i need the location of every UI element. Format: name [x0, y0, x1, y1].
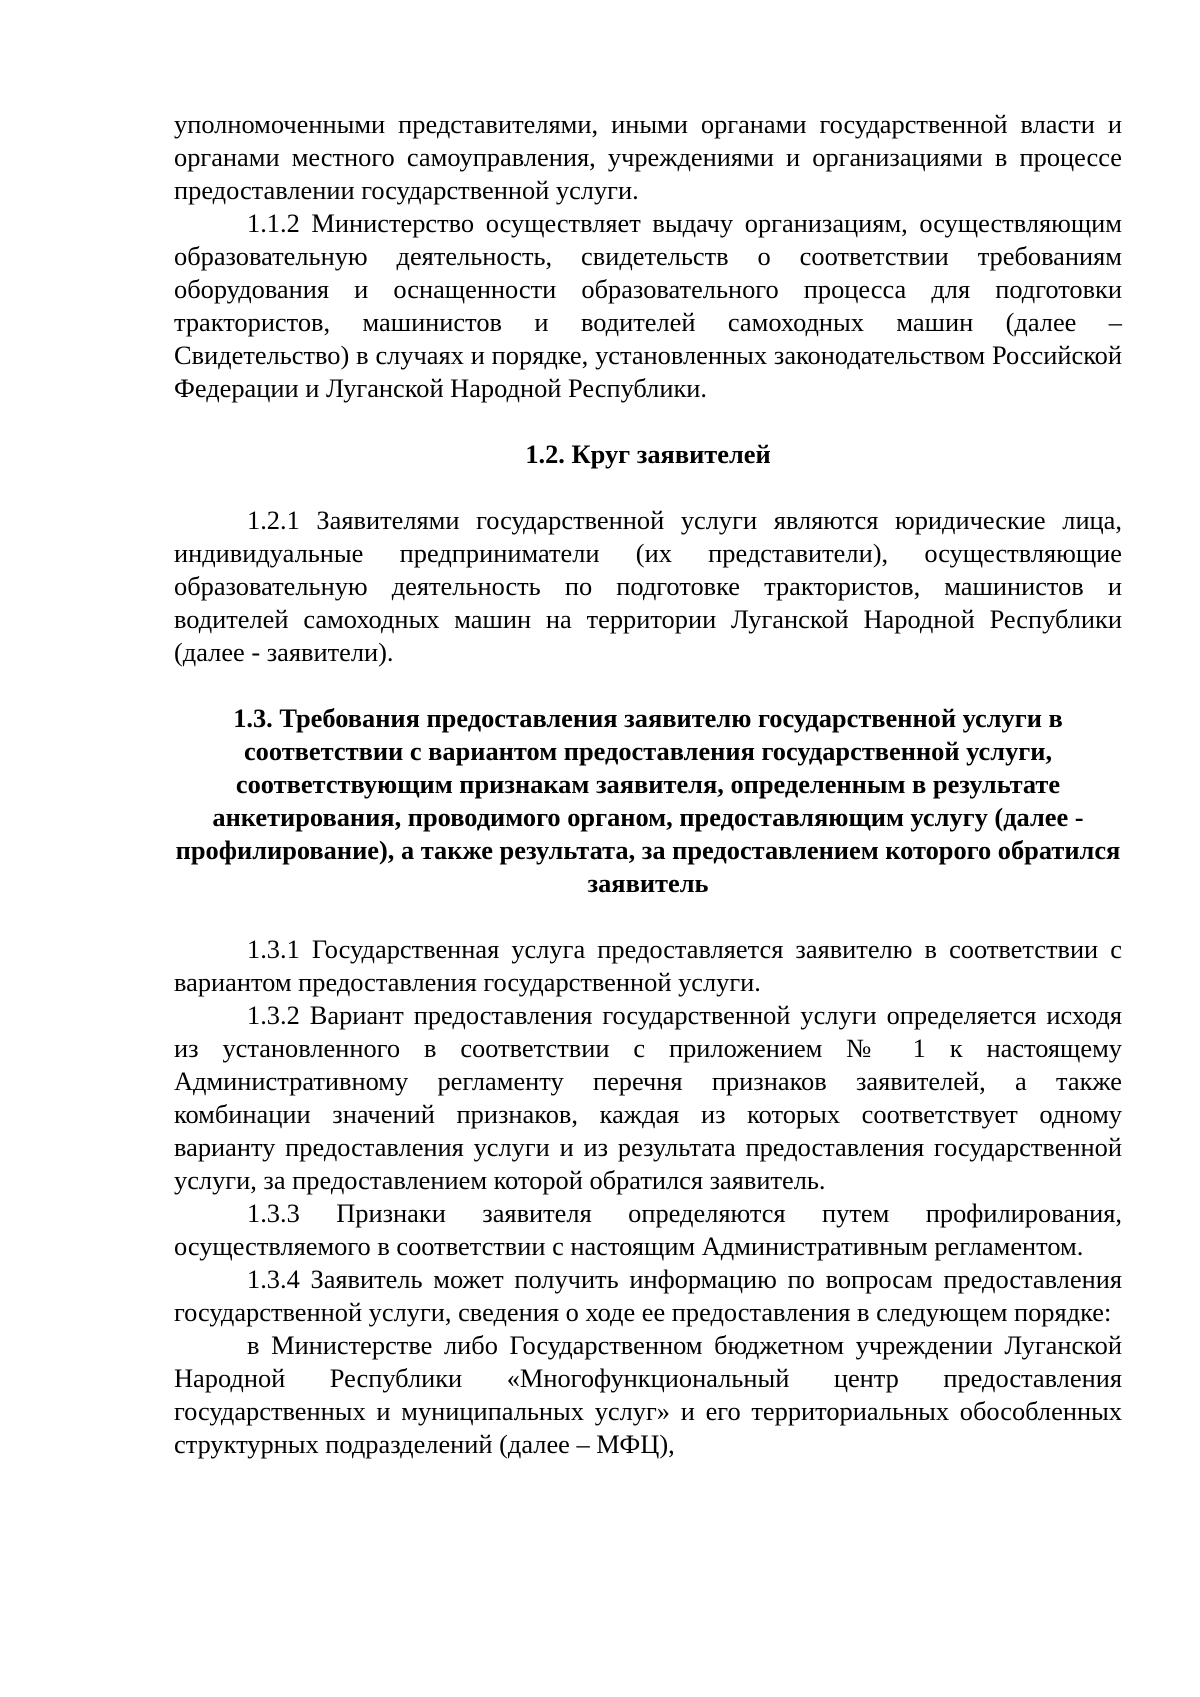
paragraph-1-3-4-list-item: в Министерстве либо Государственном бюджетном учреждении Луганской Народной Республики «Многофункциональный центр предоставления государственных и муниципальных услуг» и его территориальных обособленных структурных подразделений (далее – МФЦ), [174, 1330, 1122, 1459]
spacer [174, 900, 1122, 933]
heading-1-3: 1.3. Требования предоставления заявителю государственной услуги в соответствии с вариантом предоставления государственной услуги, соответствующим признакам заявителя, определенным в результате анкетирования, проводимого органом, предоставляющим услугу (далее - профилирование), а также результата, за предоставлением которого обратился заявитель [175, 703, 1121, 898]
paragraph-1-1-2: 1.1.2 Министерство осуществляет выдачу организациям, осуществляющим образовательную деятельность, свидетельств о соответствии требованиям оборудования и оснащенности образовательного процесса для подготовки трактористов, машинистов и водителей самоходных машин (далее – Свидетельство) в случаях и порядке, установленных законодательством Российской Федерации и Луганской Народной Республики. [174, 208, 1122, 403]
paragraph-1-3-2: 1.3.2 Вариант предоставления государственной услуги определяется исходя из установленного в соответствии с приложением № 1 к настоящему Административному регламенту перечня признаков заявителей, а также комбинации значений признаков, каждая из которых соответствует одному варианту предоставления услуги и из результата предоставления государственной услуги, за предоставлением которой обратился заявитель. [174, 1000, 1122, 1195]
paragraph-1-3-4: 1.3.4 Заявитель может получить информацию по вопросам предоставления государственной услуги, сведения о ходе ее предоставления в следующем порядке: [174, 1264, 1122, 1327]
spacer [174, 405, 1122, 438]
document-page [174, 108, 1122, 1461]
paragraph-1-2-1: 1.2.1 Заявителями государственной услуги являются юридические лица, индивидуальные предприниматели (их представители), осуществляющие образовательную деятельность по подготовке трактористов, машинистов и водителей самоходных машин на территории Луганской Народной Республики (далее - заявители). [174, 505, 1122, 667]
heading-1-2: 1.2. Круг заявителей [525, 439, 771, 469]
paragraph-1-1-tail: уполномоченными представителями, иными органами государственной власти и органами местного самоуправления, учреждениями и организациями в процессе предоставлении государственной услуги. [174, 109, 1122, 205]
spacer [174, 471, 1122, 504]
paragraph-1-3-3: 1.3.3 Признаки заявителя определяются путем профилирования, осуществляемого в соответствии с настоящим Административным регламентом. [174, 1198, 1122, 1261]
paragraph-1-3-1: 1.3.1 Государственная услуга предоставляется заявителю в соответствии с вариантом предоставления государственной услуги. [174, 934, 1122, 997]
spacer [174, 669, 1122, 702]
